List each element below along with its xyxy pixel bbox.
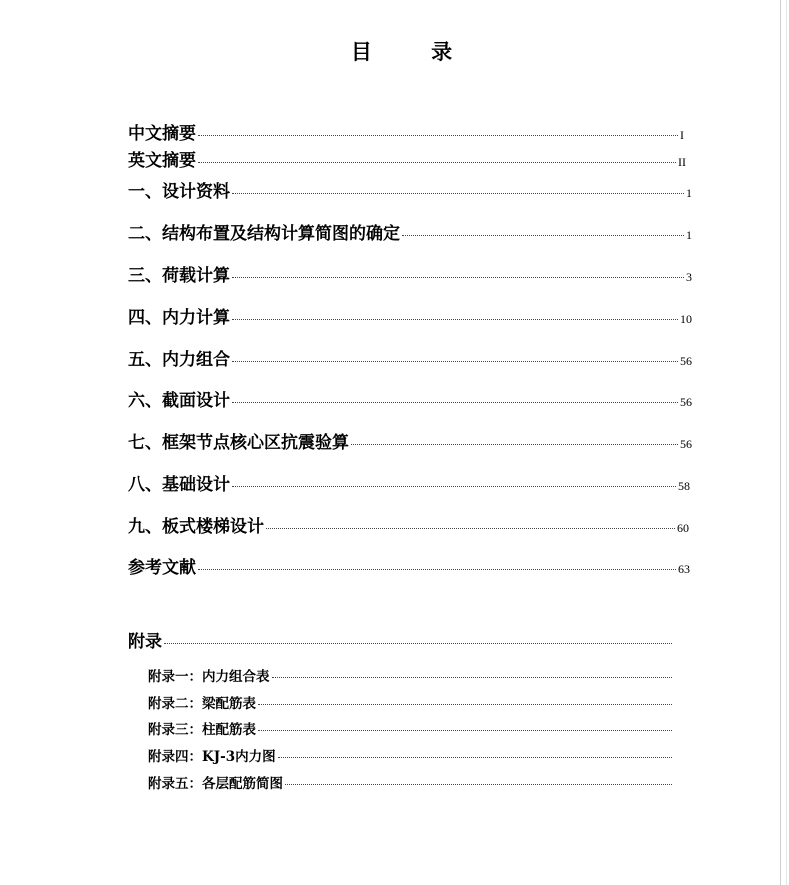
appendix-label: 附录 <box>128 632 162 652</box>
toc-entry[interactable] <box>128 119 684 144</box>
toc-entry-label: 中文摘要 <box>128 124 196 144</box>
leader-dots <box>351 444 678 445</box>
toc-entry-label: 五、内力组合 <box>128 350 230 370</box>
leader-dots <box>258 704 672 705</box>
leader-dots <box>232 361 678 362</box>
page-edge-line <box>786 0 787 885</box>
toc-entry-label: 二、结构布置及结构计算简图的确定 <box>128 224 400 244</box>
appendix-item[interactable] <box>148 692 674 712</box>
toc-entry-page: 58 <box>678 479 690 493</box>
leader-dots <box>402 235 684 236</box>
appendix-item-label: 附录一：内力组合表 <box>148 669 270 685</box>
leader-dots <box>285 784 672 785</box>
appendix-item-label: 附录二：梁配筋表 <box>148 696 256 712</box>
toc-entry-page: 3 <box>686 270 692 284</box>
appendix-heading[interactable] <box>128 627 674 652</box>
leader-dots <box>272 677 673 678</box>
toc-entry-label: 九、板式楼梯设计 <box>128 517 264 537</box>
leader-dots <box>232 277 684 278</box>
toc-title: 目 录 <box>350 39 479 64</box>
toc-entry[interactable] <box>128 553 690 578</box>
toc-entry-label: 八、基础设计 <box>128 475 230 495</box>
leader-dots <box>278 757 672 758</box>
toc-entry[interactable] <box>128 146 686 171</box>
toc-entry[interactable] <box>128 428 692 453</box>
appendix-item[interactable] <box>148 772 674 792</box>
toc-entry[interactable] <box>128 303 692 328</box>
toc-entry-page: 1 <box>686 186 692 200</box>
toc-entry-page: 60 <box>677 521 689 535</box>
appendix-item-label: 附录四：KJ-3内力图 <box>148 749 276 765</box>
leader-dots <box>266 528 675 529</box>
leader-dots <box>232 319 678 320</box>
toc-entry-page: 63 <box>678 562 690 576</box>
toc-entry-label: 英文摘要 <box>128 151 196 171</box>
toc-entry-page: II <box>678 155 686 169</box>
toc-entry-label: 六、截面设计 <box>128 391 230 411</box>
appendix-item[interactable] <box>148 718 674 738</box>
page-edge-line <box>780 0 781 885</box>
toc-entry[interactable] <box>128 219 692 244</box>
toc-entry[interactable] <box>128 345 692 370</box>
leader-dots <box>232 402 678 403</box>
leader-dots <box>198 162 676 163</box>
toc-entry-page: 10 <box>680 312 692 326</box>
appendix-item-label: 附录三：柱配筋表 <box>148 722 256 738</box>
toc-entry-label: 七、框架节点核心区抗震验算 <box>128 433 349 453</box>
toc-entry[interactable] <box>128 470 690 495</box>
leader-dots <box>164 643 672 644</box>
appendix-item-label: 附录五：各层配筋简图 <box>148 776 283 792</box>
toc-entry-page: 56 <box>680 395 692 409</box>
appendix-item[interactable] <box>148 745 674 765</box>
toc-entry[interactable] <box>128 261 692 286</box>
leader-dots <box>198 135 678 136</box>
toc-entry-page: 1 <box>686 228 692 242</box>
toc-entry-page: I <box>680 128 684 142</box>
toc-entry[interactable] <box>128 177 692 202</box>
toc-entry-page: 56 <box>680 354 692 368</box>
leader-dots <box>232 193 684 194</box>
toc-entry-label: 参考文献 <box>128 558 196 578</box>
leader-dots <box>198 569 676 570</box>
leader-dots <box>232 486 676 487</box>
appendix-item[interactable] <box>148 665 674 685</box>
toc-entry-label: 四、内力计算 <box>128 308 230 328</box>
toc-entry[interactable] <box>128 512 689 537</box>
toc-entry[interactable] <box>128 386 692 411</box>
toc-entry-label: 三、荷载计算 <box>128 266 230 286</box>
leader-dots <box>258 730 672 731</box>
toc-entry-label: 一、设计资料 <box>128 182 230 202</box>
toc-entry-page: 56 <box>680 437 692 451</box>
